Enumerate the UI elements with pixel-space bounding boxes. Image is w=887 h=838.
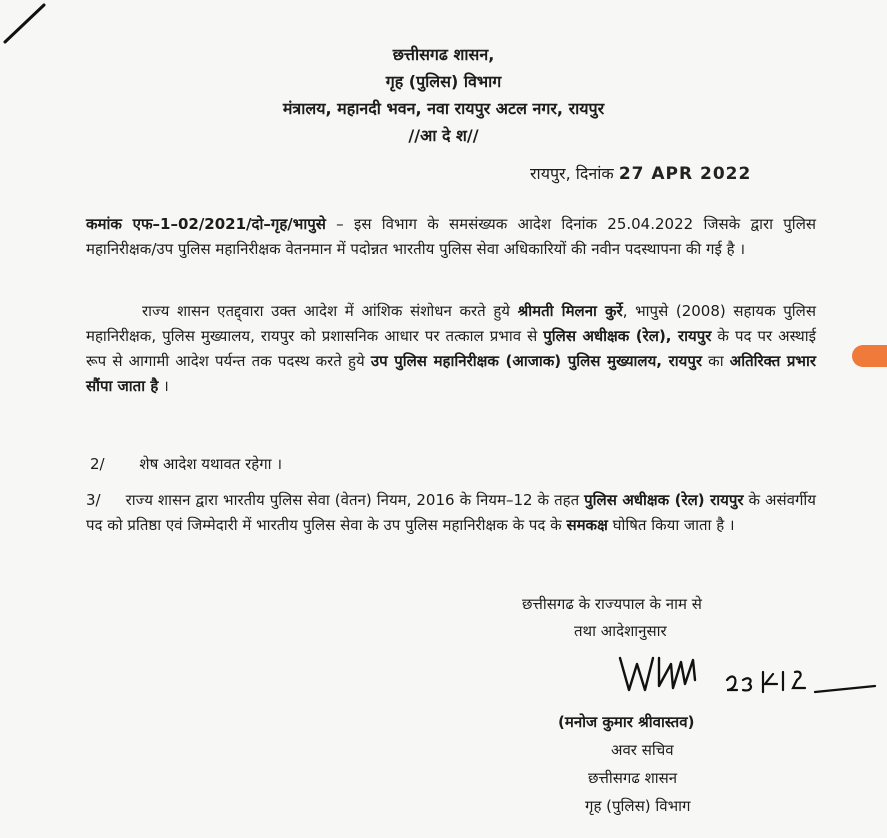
para2-text: शेष आदेश यथावत रहेगा । xyxy=(139,455,283,473)
order-paragraph-2 xyxy=(90,452,282,476)
header-department: गृह (पुलिस) विभाग xyxy=(385,72,502,91)
para2-number: 2/ xyxy=(90,455,105,473)
signatory-office: छत्तीसगढ शासन xyxy=(588,769,678,787)
signatory-name: (मनोज कुमार श्रीवास्तव) xyxy=(558,713,695,731)
header-address: मंत्रालय, महानदी भवन, नवा रायपुर अटल नगर, रायपुर xyxy=(282,99,605,118)
officer-name: श्रीमती मिलना कुर्रे xyxy=(517,302,623,320)
date-line xyxy=(530,162,751,184)
authority-line-1: छत्तीसगढ के राज्यपाल के नाम से xyxy=(522,595,702,613)
reference-text: – इस विभाग के समसंख्यक आदेश दिनांक 25.04.2022 जिसके द्वारा पुलिस महानिरीक्षक/उप पुलिस महानिरीक्षक वेतनमान में पदोन्नत भारतीय पुलिस सेवा अधिकारियों की नवीन पदस्थापना की गई है । xyxy=(86,215,817,258)
signatory-department: गृह (पुलिस) विभाग xyxy=(585,797,691,815)
order-paragraph-3 xyxy=(86,488,816,538)
signatory-designation: अवर सचिव xyxy=(611,741,674,759)
order-paragraph-1 xyxy=(86,299,816,399)
para3-text-3: घोषित किया जाता है । xyxy=(607,516,735,534)
para1-text-1: राज्य शासन एतद्द्वारा उक्त आदेश में आंशिक संशोधन करते हुये xyxy=(142,302,518,320)
para1-text-3: के पद पर अस्थाई रूप से आगामी आदेश पर्यन्त तक पदस्थ करते हुये xyxy=(86,327,816,370)
para1-text-2: , भापुसे (2008) सहायक पुलिस महानिरीक्षक, पुलिस मुख्यालय, रायपुर को प्रशासनिक आधार पर तत्काल प्रभाव से xyxy=(86,302,816,345)
para3-text-1: राज्य शासन द्वारा भारतीय पुलिस सेवा (वेतन) नियम, 2016 के नियम–12 के तहत xyxy=(125,491,585,509)
additional-charge-post: उप पुलिस महानिरीक्षक (आजाक) पुलिस मुख्यालय, रायपुर xyxy=(370,352,702,370)
reference-number: कमांक एफ–1–02/2021/दो–गृह/भापुसे xyxy=(86,215,326,233)
handwritten-signature xyxy=(615,650,885,700)
orange-edge-tab xyxy=(852,345,887,367)
date-stamp: 27 APR 2022 xyxy=(618,164,752,184)
para3-number: 3/ xyxy=(86,491,101,509)
additional-charge-phrase: अतिरिक्त प्रभार सौंपा जाता है xyxy=(86,352,817,395)
authority-line-2: तथा आदेशानुसार xyxy=(574,622,667,640)
header-government: छत्तीसगढ शासन, xyxy=(392,45,495,64)
reference-paragraph xyxy=(86,212,816,262)
para3-post: पुलिस अधीक्षक (रेल) रायपुर xyxy=(584,491,744,509)
para1-text-4: का xyxy=(702,352,730,370)
para1-text-5: । xyxy=(158,377,169,395)
para3-equivalent: समकक्ष xyxy=(566,516,608,534)
date-prefix: रायपुर, दिनांक xyxy=(530,164,614,183)
posting-designation: पुलिस अधीक्षक (रेल), रायपुर xyxy=(543,327,712,345)
header-order-title: //आ दे श// xyxy=(408,126,479,145)
para3-text-2: के असंवर्गीय पद को प्रतिष्ठा एवं जिम्मेदारी में भारतीय पुलिस सेवा के उप पुलिस महानिरीक्षक के पद के xyxy=(86,491,816,534)
